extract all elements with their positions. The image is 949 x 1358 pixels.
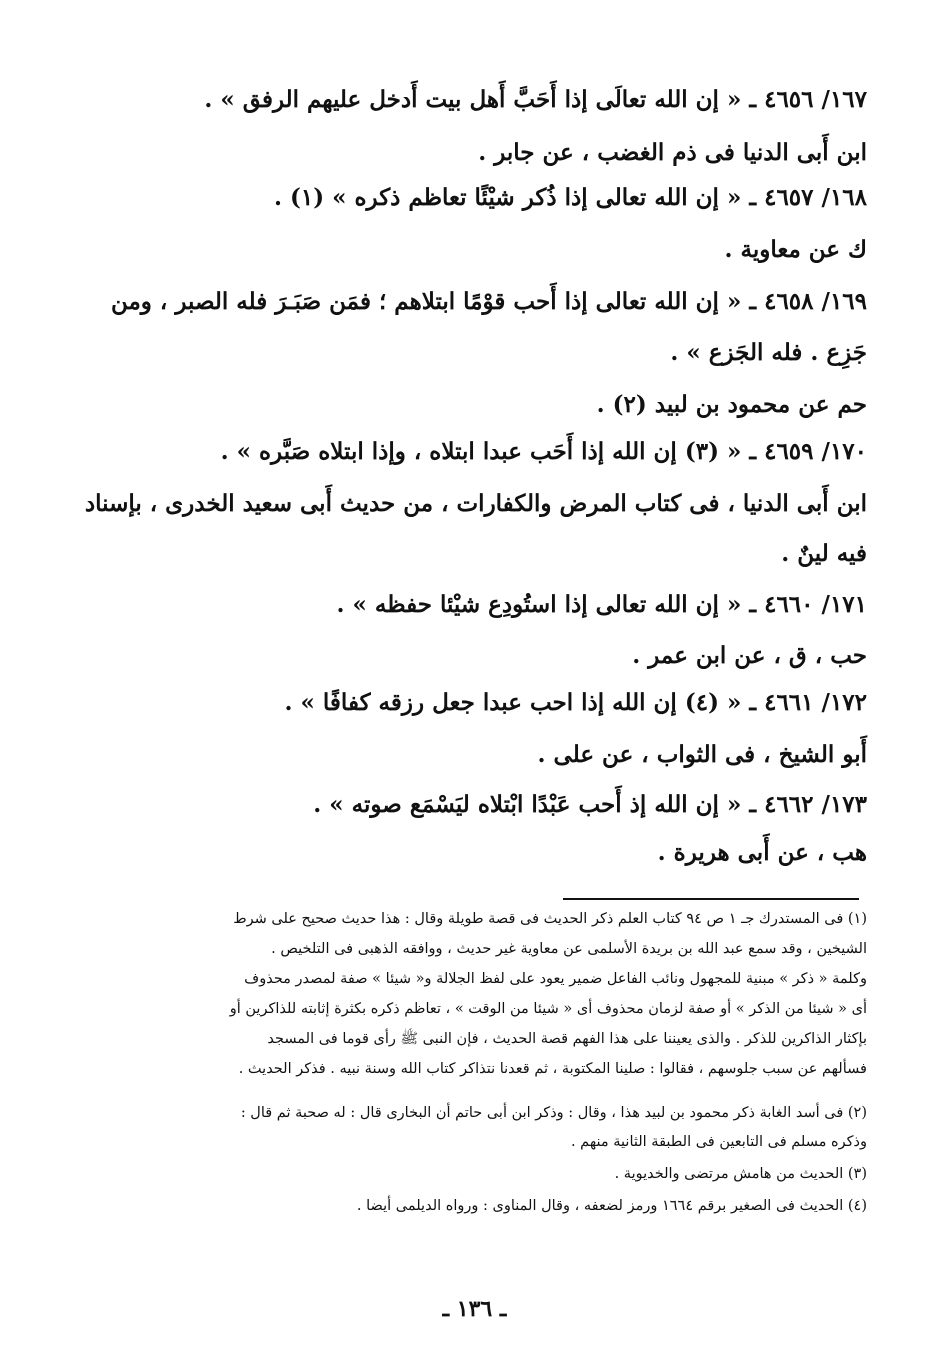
hadith-167-line: ١٦٧/ ٤٦٥٦ ـ « إن الله تعالَى إذا أَحَبَّ أَهل بيت أَدخل عليهم الرفق » . [204, 86, 867, 113]
footnote-line: (١) فى المستدرك جـ ١ ص ٩٤ كتاب العلم ذكر الحديث فى قصة طويلة وقال : هذا حديث صحيح على شرط [233, 911, 867, 927]
source-line: حم عن محمود بن لبيد (٢) . [596, 391, 867, 418]
footnote-line: (٢) فى أسد الغابة ذكر محمود بن لبيد هذا ، وقال : وذكر ابن أبى حاتم أن البخارى قال : له صحبة ثم قال : [240, 1105, 867, 1121]
footnote-line: أى « شيئا من الذكر » أو صفة لزمان محذوف أى « شيئا من الوقت » ، تعاظم ذكره بكثرة إثابته للذاكرين أو [229, 1001, 867, 1017]
footnote-line: فسألهم عن سبب جلوسهم ، فقالوا : صلينا المكتوبة ، ثم قعدنا نتذاكر كتاب الله وسنة نبيه . فذكر الحديث . [238, 1061, 867, 1077]
source-line: ابن أَبى الدنيا فى ذم الغضب ، عن جابر . [478, 139, 867, 166]
source-line: هب ، عن أَبى هريرة . [657, 839, 867, 866]
hadith-170-line: ١٧٠/ ٤٦٥٩ ـ « (٣) إن الله إذا أَحَب عبدا ابتلاه ، وإذا ابتلاه صَبَّره » . [220, 438, 867, 465]
hadith-169-line: ١٦٩/ ٤٦٥٨ ـ « إن الله تعالى إذا أَحب قوْمًا ابتلاهم ؛ فمَن صَبَـرَ فله الصبر ، ومن [110, 288, 867, 315]
hadith-173-line: ١٧٣/ ٤٦٦٢ ـ « إن الله إذ أَحب عَبْدًا ابْتلاه ليَسْمَع صوته » . [313, 791, 867, 818]
footnote-line: بإكثار الذاكرين للذكر . والذى يعيننا على هذا الفهم قصة الحديث ، فإن النبى ﷺ رأى قوما فى المسجد [267, 1031, 867, 1047]
page-number: ـ ١٣٦ ـ [442, 1296, 507, 1322]
source-line: حب ، ق ، عن ابن عمر . [632, 642, 867, 669]
footnote-line: (٤) الحديث فى الصغير برقم ١٦٦٤ ورمز لضعفه ، وقال المناوى : ورواه الديلمى أيضا . [356, 1198, 867, 1214]
hadith-168-line: ١٦٨/ ٤٦٥٧ ـ « إن الله تعالى إذا ذُكر شيْئًا تعاظم ذكره » (١) . [273, 184, 867, 211]
source-line: ك عن معاوية . [724, 236, 867, 263]
footnote-line: الشيخين ، وقد سمع عبد الله بن بريدة الأسلمى عن معاوية غير حديث ، ووافقه الذهبى فى التلخيص . [271, 941, 867, 957]
hadith-172-line: ١٧٢/ ٤٦٦١ ـ « (٤) إن الله إذا احب عبدا جعل رزقه كفافًا » . [284, 689, 867, 716]
hadith-169-continuation: جَزِع . فله الجَزع » . [670, 339, 867, 366]
source-line: ابن أَبى الدنيا ، فى كتاب المرض والكفارات ، من حديث أَبى سعيد الخدرى ، بإسناد [84, 490, 867, 517]
source-line: أَبو الشيخ ، فى الثواب ، عن على . [537, 741, 867, 768]
footnote-line: وكلمة « ذكر » مبنية للمجهول ونائب الفاعل ضمير يعود على لفظ الجلالة و« شيئا » صفة لمصدر محذوف [244, 971, 867, 987]
footnote-line: (٣) الحديث من هامش مرتضى والخديوية . [614, 1166, 867, 1182]
hadith-171-line: ١٧١/ ٤٦٦٠ ـ « إن الله تعالى إذا استُودِع شيْئا حفظه » . [336, 591, 867, 618]
footnote-line: وذكره مسلم فى التابعين فى الطبقة الثانية منهم . [570, 1134, 867, 1150]
footnote-separator [563, 898, 859, 900]
source-continuation: فيه لينٌ . [781, 540, 867, 567]
